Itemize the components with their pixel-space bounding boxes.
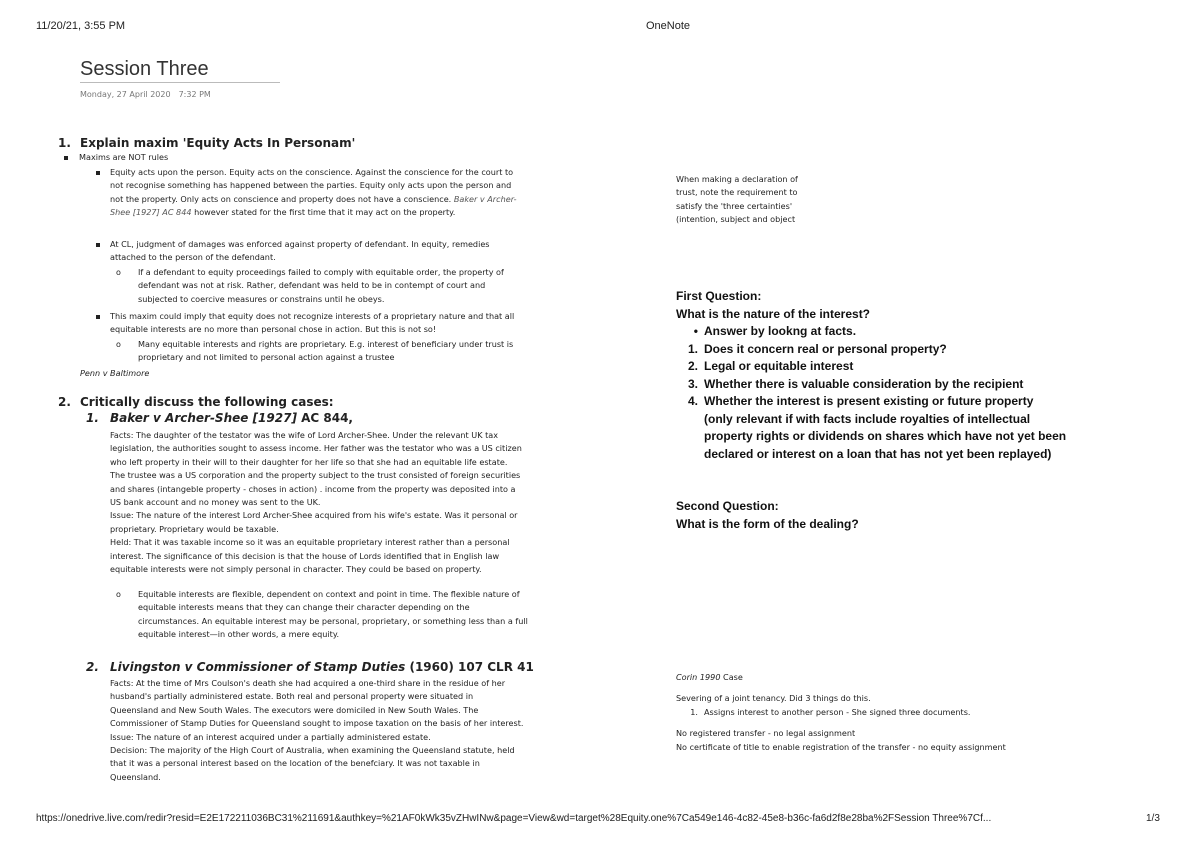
case-1-heading xyxy=(86,411,353,425)
text-line: not the property. Only acts on conscience and property does not have a conscience. xyxy=(110,193,452,204)
text-line: defendant was not at risk. Rather, defendant was held to be in contempt of court and xyxy=(138,280,486,291)
text-line: Commissioner of Stamp Duties for Queensland sought to impose taxation on the basis of her interest. xyxy=(110,718,524,729)
list-number: 1. xyxy=(690,706,698,717)
first-question-text: What is the nature of the interest? xyxy=(676,306,871,321)
text-line: equitable interest—in other words, a mere equity. xyxy=(138,629,340,640)
penn-v-baltimore: Penn v Baltimore xyxy=(80,368,150,378)
page-date-time xyxy=(80,90,211,99)
text-line: Queensland. xyxy=(110,771,161,782)
case-2-title: Livingston v Commissioner of Stamp Duties xyxy=(110,660,406,674)
q1-bullet-1-2-1 xyxy=(116,266,596,306)
page-title: Session Three xyxy=(80,58,209,80)
case-citation: Shee [1927] AC 844 xyxy=(110,207,192,218)
q2-number: 2. xyxy=(58,395,71,409)
text-line: satisfy the 'three certainties' xyxy=(676,200,793,211)
dot-bullet-icon: • xyxy=(693,324,698,338)
list-item-continuation: (only relevant if with facts include royalties of intellectual xyxy=(704,411,1031,426)
text-line: Issue: The nature of the interest Lord Archer-Shee acquired from his wife's estate. Was it personal or xyxy=(110,510,518,521)
list-number: 3. xyxy=(687,376,698,391)
text-line: Decision: The majority of the High Court of Australia, when examining the Queensland statute, held xyxy=(110,745,515,756)
text-line: The trustee was a US corporation and the property subject to the trust consisted of foreign securities xyxy=(110,470,521,481)
q1-bullet-1-1 xyxy=(96,166,596,220)
print-app-name: OneNote xyxy=(646,20,691,32)
q1-bullet-1 xyxy=(64,151,168,164)
list-item-continuation: declared or interest on a loan that has not yet been replayed) xyxy=(704,446,1052,461)
case-2-cite: (1960) 107 CLR 41 xyxy=(405,660,534,674)
q1-bullet-1-3 xyxy=(96,310,596,337)
square-bullet-icon xyxy=(96,315,100,319)
text-line: Queensland and New South Wales. The executors were domiciled in New South Wales. The xyxy=(110,704,479,715)
second-question-heading: Second Question: xyxy=(676,499,779,513)
case-1-sub-bullet xyxy=(116,588,600,642)
text-line: No certificate of title to enable registration of the transfer - no equity assignment xyxy=(676,741,1006,752)
case-2-heading xyxy=(86,660,534,674)
case-2-number: 2. xyxy=(86,660,99,674)
list-item: Does it concern real or personal property? xyxy=(704,341,947,356)
text-line: Equitable interests are flexible, dependent on context and point in time. The flexible nature of xyxy=(138,589,520,599)
title-underline xyxy=(80,82,280,83)
list-item-continuation: property rights or dividends on shares which have not yet been xyxy=(704,429,1067,443)
q1-bullet-1-3-1 xyxy=(116,338,596,365)
square-bullet-icon xyxy=(96,171,100,175)
circle-bullet-icon: o xyxy=(116,340,121,349)
corin-case-name: Corin 1990 xyxy=(676,672,721,682)
case-1-body xyxy=(110,429,600,576)
q2-heading-text: Critically discuss the following cases: xyxy=(80,395,334,409)
text-line: subjected to coercive measures or constrains until he obeys. xyxy=(138,293,385,304)
text-line: Many equitable interests and rights are proprietary. E.g. interest of beneficiary under trust is xyxy=(138,339,514,349)
q1-number: 1. xyxy=(58,136,71,150)
text-line: and shares (intangeble property - choses in action) . income from the property was deposited into a xyxy=(110,483,516,494)
text-line: equitable interests are no more than personal chose in action. But this is not so! xyxy=(110,324,437,335)
text-line: Held: That it was taxable income so it was an equitable proprietary interest rather than a personal xyxy=(110,537,510,548)
text-line: circumstances. An equitable interest may be personal, proprietary, or something less than a full xyxy=(138,615,528,626)
text-line: who left property in their will to their daughter for her life so that she had an equitable life estate. xyxy=(110,456,508,467)
text-line: Issue: The nature of an interest acquired under a partially administered estate. xyxy=(110,731,431,742)
list-item: Legal or equitable interest xyxy=(704,359,854,373)
page-time: 7:32 PM xyxy=(178,90,211,99)
text-line: proprietary and not limited to personal action against a trustee xyxy=(138,352,395,363)
text-line: not recognise something has happened between the parties. Equity only acts upon the person and xyxy=(110,180,512,191)
list-number: 4. xyxy=(687,394,698,408)
text-line: This maxim could imply that equity does not recognize interests of a proprietary nature and that all xyxy=(110,311,515,321)
text-line: equitable interests means that they can change their character depending on the xyxy=(138,602,470,613)
corin-case-suffix: Case xyxy=(720,672,743,682)
text-line: Equity acts upon the person. Equity acts on the conscience. Against the conscience for the court to xyxy=(110,167,514,177)
text-line: (intention, subject and object xyxy=(676,214,796,225)
q1-heading-text: Explain maxim 'Equity Acts In Personam' xyxy=(80,136,356,150)
print-datetime: 11/20/21, 3:55 PM xyxy=(36,20,126,32)
case-1-cite: AC 844, xyxy=(296,411,353,425)
q1-heading xyxy=(58,136,355,150)
text-line: interest. The significance of this decision is that the house of Lords identified that in English law xyxy=(110,550,500,561)
first-question-block xyxy=(676,288,1096,463)
q1-bullet-1-2 xyxy=(96,238,596,265)
circle-bullet-icon: o xyxy=(116,590,121,599)
case-1-number: 1. xyxy=(86,411,99,425)
text-line: proprietary. Proprietary would be taxable. xyxy=(110,523,279,534)
corin-block xyxy=(676,671,1096,754)
circle-bullet-icon: o xyxy=(116,268,121,277)
first-question-bullet: Answer by lookng at facts. xyxy=(704,324,857,338)
text-line: US bank account and no money was sent to the UK. xyxy=(110,497,321,508)
list-number: 1. xyxy=(687,341,698,356)
second-question-block xyxy=(676,498,1096,533)
text-line: Facts: At the time of Mrs Coulson's death she had acquired a one-third share in the residue of her xyxy=(110,678,506,688)
page-date: Monday, 27 April 2020 xyxy=(80,90,171,99)
text-line: Severing of a joint tenancy. Did 3 things do this. xyxy=(676,693,871,704)
text-line: Facts: The daughter of the testator was the wife of Lord Archer-Shee. Under the relevant UK tax xyxy=(110,430,499,440)
text-line: attached to the person of the defendant. xyxy=(110,252,276,263)
q1-bullet-1-text: Maxims are NOT rules xyxy=(79,152,169,162)
first-question-heading: First Question: xyxy=(676,289,762,303)
q2-heading xyxy=(58,395,334,409)
square-bullet-icon xyxy=(96,243,100,247)
text-line: At CL, judgment of damages was enforced against property of defendant. In equity, remedies xyxy=(110,239,490,249)
text-line: When making a declaration of xyxy=(676,174,798,184)
case-2-body xyxy=(110,677,600,784)
text-line: husband's partially administered estate. Both real and personal property were situated in xyxy=(110,691,474,702)
text-line: however stated for the first time that it may act on the property. xyxy=(191,207,456,218)
text-line: No registered transfer - no legal assignment xyxy=(676,728,856,739)
square-bullet-icon xyxy=(64,156,68,160)
list-number: 2. xyxy=(687,359,698,373)
text-line: equitable interests were not simply personal in character. They could be based on property. xyxy=(110,564,482,575)
second-question-text: What is the form of the dealing? xyxy=(676,516,859,531)
print-footer-url: https://onedrive.live.com/redir?resid=E2E172211036BC31%211691&authkey=%21AF0kWk35vZHwINw&page=View&wd=target%28Equity.one%7Ca549e146-4c82-45e8-b36c-fa6d2f8e28ba%2FSession Three%7Cf... xyxy=(36,813,992,824)
list-item: Assigns interest to another person - She signed three documents. xyxy=(704,706,971,717)
print-page-number: 1/3 xyxy=(1146,813,1160,824)
text-line: that it was a personal interest based on the location of the benefciary. It was not taxable in xyxy=(110,758,480,769)
case-citation: Baker v Archer- xyxy=(453,193,517,204)
text-line: trust, note the requirement to xyxy=(676,187,798,198)
list-item: Whether there is valuable consideration by the recipient xyxy=(704,376,1024,391)
certainties-note xyxy=(676,173,876,227)
case-1-title: Baker v Archer-Shee [1927] xyxy=(110,411,297,425)
list-item: Whether the interest is present existing or future property xyxy=(704,394,1034,408)
text-line: legislation, the authorities sought to assess income. Her father was the testator who was a US citizen xyxy=(110,443,522,454)
text-line: If a defendant to equity proceedings failed to comply with equitable order, the property of xyxy=(138,267,504,277)
